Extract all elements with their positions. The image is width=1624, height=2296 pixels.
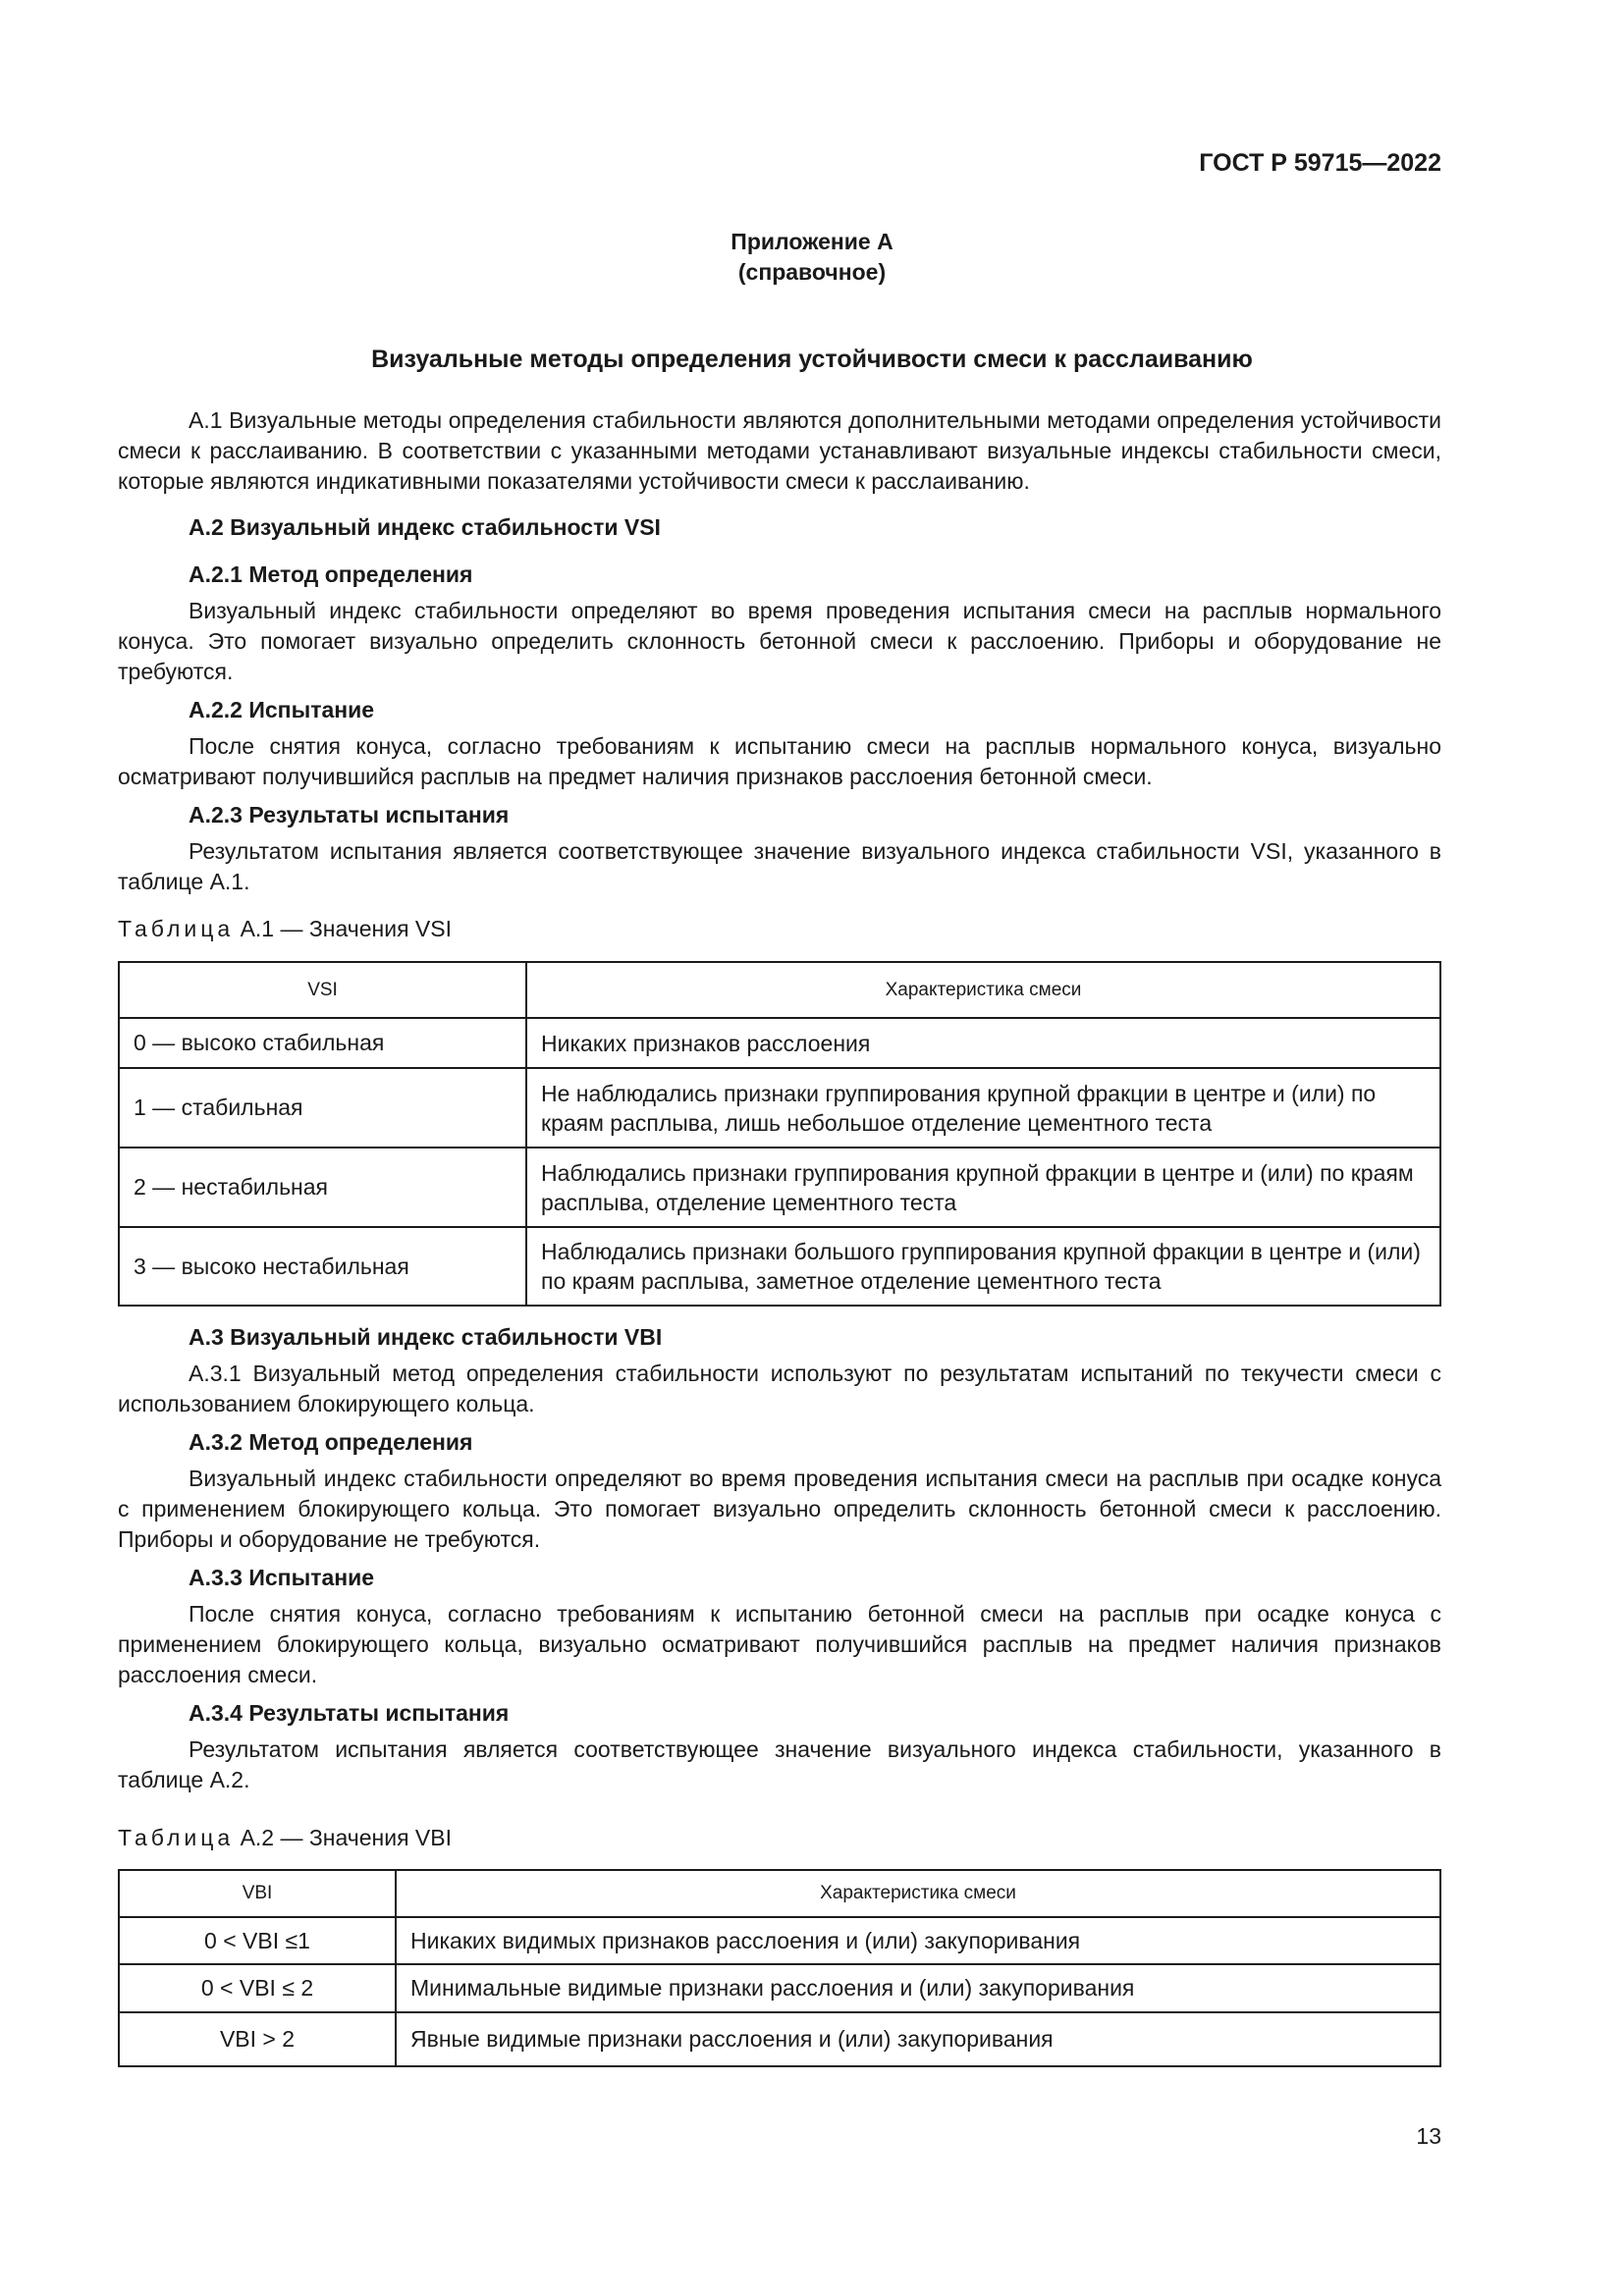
table-header-row <box>119 962 1440 1018</box>
table-cell: Наблюдались признаки большого группирования крупной фракции в центре и (или) по краям расплыва, заметное отделение цементного теста <box>526 1227 1440 1306</box>
paragraph-a32: Визуальный индекс стабильности определяют во время проведения испытания смеси на расплыв при осадке конуса с применением блокирующего кольца. Это помогает визуально определить склонность бетонной смеси к расслоению. Приборы и оборудование не требуются. <box>118 1466 1441 1552</box>
heading-a3: А.3 Визуальный индекс стабильности VBI <box>189 1324 663 1350</box>
table1-caption <box>118 916 452 942</box>
table-row <box>119 1148 1440 1227</box>
table-cell: Явные видимые признаки расслоения и (или) закупоривания <box>396 2012 1440 2066</box>
paragraph-a33: После снятия конуса, согласно требованиям к испытанию бетонной смеси на расплыв при осадке конуса с применением блокирующего кольца, визуально осматривают получившийся расплыв на предмет наличия признаков расслоения смеси. <box>118 1601 1441 1687</box>
paragraph-a31: А.3.1 Визуальный метод определения стабильности используют по результатам испытаний по текучести смеси с использованием блокирующего кольца. <box>118 1361 1441 1416</box>
table1-caption-text: А.1 — Значения VSI <box>240 916 453 941</box>
table-row <box>119 1068 1440 1148</box>
table-header-row <box>119 1870 1440 1917</box>
table-cell: Не наблюдались признаки группирования крупной фракции в центре и (или) по краям расплыва, лишь небольшое отделение цементного теста <box>526 1068 1440 1148</box>
vbi-table <box>118 1869 1441 2067</box>
paragraph-a23: Результатом испытания является соответствующее значение визуального индекса стабильности VSI, указанного в таблице А.1. <box>118 838 1441 894</box>
appendix-subtitle: (справочное) <box>737 259 887 285</box>
table-cell: 0 — высоко стабильная <box>119 1018 526 1068</box>
heading-a21: А.2.1 Метод определения <box>189 561 473 587</box>
heading-a2: А.2 Визуальный индекс стабильности VSI <box>189 514 661 540</box>
table2-caption <box>118 1825 452 1851</box>
heading-a22: А.2.2 Испытание <box>189 697 375 722</box>
paragraph-a21: Визуальный индекс стабильности определяют во время проведения испытания смеси на расплыв нормального конуса. Это помогает визуально определить склонность бетонной смеси к расслоению. Приборы и оборудование не требуются. <box>118 598 1441 684</box>
appendix-title: Приложение А <box>731 229 893 254</box>
heading-a34: А.3.4 Результаты испытания <box>189 1700 510 1726</box>
table-cell: Никаких видимых признаков расслоения и (или) закупоривания <box>396 1917 1440 1964</box>
document-id: ГОСТ Р 59715—2022 <box>1199 149 1441 177</box>
table-cell: Наблюдались признаки группирования крупной фракции в центре и (или) по краям расплыва, отделение цементного теста <box>526 1148 1440 1227</box>
paragraph-a1: А.1 Визуальные методы определения стабильности являются дополнительными методами определения устойчивости смеси к расслаиванию. В соответствии с указанными методами устанавливают визуальные индексы стабильности смеси, которые являются индикативными показателями устойчивости смеси к расслаиванию. <box>118 407 1441 494</box>
table2-caption-text: А.2 — Значения VBI <box>240 1825 453 1850</box>
table-cell: VBI > 2 <box>119 2012 396 2066</box>
heading-a33: А.3.3 Испытание <box>189 1565 375 1590</box>
table-cell: 3 — высоко нестабильная <box>119 1227 526 1306</box>
table-row <box>119 1917 1440 1964</box>
table-header-cell: VSI <box>119 962 526 1018</box>
table-cell: Минимальные видимые признаки расслоения и (или) закупоривания <box>396 1964 1440 2012</box>
main-title: Визуальные методы определения устойчивости смеси к расслаиванию <box>371 346 1253 373</box>
page-number: 13 <box>1416 2123 1441 2149</box>
table-row <box>119 1227 1440 1306</box>
table-cell: 1 — стабильная <box>119 1068 526 1148</box>
vsi-table <box>118 961 1441 1307</box>
paragraph-a22: После снятия конуса, согласно требованиям к испытанию смеси на расплыв нормального конуса, визуально осматривают получившийся расплыв на предмет наличия признаков расслоения бетонной смеси. <box>118 733 1441 789</box>
table-cell: 2 — нестабильная <box>119 1148 526 1227</box>
table-row <box>119 1018 1440 1068</box>
table1-caption-word: Таблица <box>118 916 235 941</box>
table-cell: 0 < VBI ≤1 <box>119 1917 396 1964</box>
table-cell: 0 < VBI ≤ 2 <box>119 1964 396 2012</box>
table2-caption-word: Таблица <box>118 1825 235 1850</box>
table-cell: Никаких признаков расслоения <box>526 1018 1440 1068</box>
paragraph-a34: Результатом испытания является соответствующее значение визуального индекса стабильности, указанного в таблице А.2. <box>118 1736 1441 1792</box>
heading-a23: А.2.3 Результаты испытания <box>189 802 510 828</box>
table-header-cell: Характеристика смеси <box>526 962 1440 1018</box>
table-row <box>119 2012 1440 2066</box>
heading-a32: А.3.2 Метод определения <box>189 1429 473 1455</box>
table-header-cell: VBI <box>119 1870 396 1917</box>
table-row <box>119 1964 1440 2012</box>
table-header-cell: Характеристика смеси <box>396 1870 1440 1917</box>
